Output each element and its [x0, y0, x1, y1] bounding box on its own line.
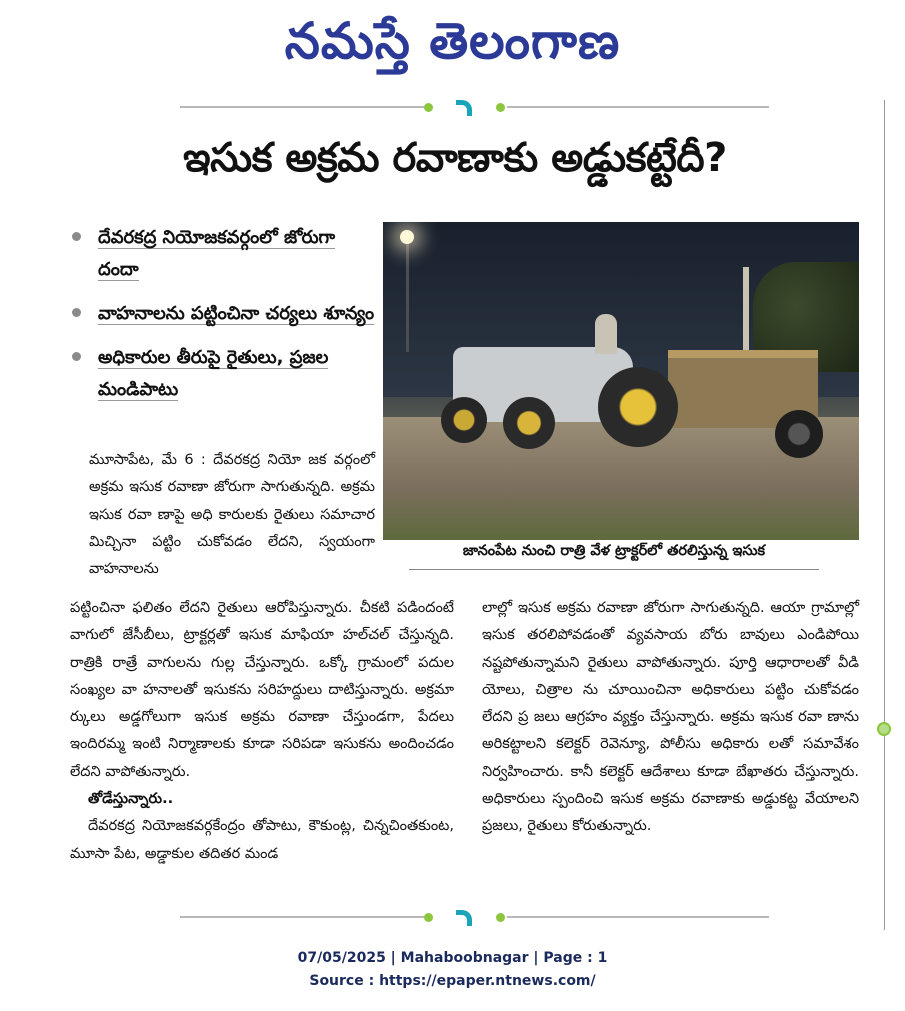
article-intro: మూసాపేట, మే 6 : దేవరకద్ర నియో జక వర్గంలో అక్రమ ఇసుక రవాణా జోరుగా సాగుతున్నది. అక్రమ ఇసుక రవా ణాపై అధి కారులకు రైతులు సమాచార మిచ్చినా పట్టిం చుకోవడం లేదని, స్వయంగా వాహనాలను: [89, 452, 375, 578]
bullet-text: అధికారుల తీరుపై రైతులు, ప్రజల మండిపాటు: [98, 347, 329, 400]
footer-dateline: 07/05/2025 | Mahaboobnagar | Page : 1: [297, 950, 608, 966]
article-column-right: లాల్లో ఇసుక అక్రమ రవాణా జోరుగా సాగుతున్నది. ఆయా గ్రామాల్లో ఇసుక తరలిపోవడంతో వ్యవసాయ బోరు బావులు ఎండిపోయి నష్టపోతున్నామని రైతులు వాపోతున్నారు. పూర్తి ఆధారాలతో వీడి యోలు, చిత్రాల ను చూయించినా అధికారులు పట్టిం చుకోవడం లేదని ప్ర జలు ఆగ్రహం వ్యక్తం చేస్తున్నారు. అక్రమ ఇసుక రవా ణాను అరికట్టాలని కలెక్టర్ రెవెన్యూ, పోలీసు అధికారు లతో సమావేశం నిర్వహించారు. కానీ కలెక్టర్ ఆదేశాలు కూడా బేఖాతరు చేస్తున్నారు. అధికారులు స్పందించి ఇసుక అక్రమ రవాణాకు అడ్డుకట్ట వేయాలని ప్రజలు, రైతులు కోరుతున్నారు.: [482, 600, 859, 835]
photo-wheel: [775, 410, 823, 458]
footer-source-link[interactable]: Source : https://epaper.ntnews.com/: [309, 973, 596, 989]
bottom-ornament-dot-right: [496, 913, 505, 922]
top-rule-right: [507, 106, 769, 108]
top-ornament-icon: [456, 100, 472, 116]
bullet-text: దేవరకద్ర నియోజకవర్గంలో జోరుగా దందా: [98, 227, 336, 280]
article-subhead: తోడేస్తున్నారు..: [88, 791, 174, 808]
page-side-rule: [884, 100, 885, 930]
article-paragraph: దేవరకద్ర నియోజకవర్గకేంద్రం తోపాటు, కౌకుంట్ల, చిన్నచింతకుంట, మూసా పేట, అడ్డాకుల తదితర మండ: [70, 818, 454, 862]
photo-street-light: [400, 230, 414, 244]
article-headline: ఇసుక అక్రమ రవాణాకు అడ్డుకట్టేదీ?: [183, 135, 727, 181]
bottom-rule-right: [507, 916, 769, 918]
top-rule-left: [180, 106, 425, 108]
bullet-dot-icon: [72, 308, 81, 317]
article-paragraph: పట్టించినా ఫలితం లేదని రైతులు ఆరోపిస్తున్నారు. చీకటి పడిందంటే వాగులో జేసీబీలు, ట్రాక్టర్లతో ఇసుక మాఫియా హల్‌చల్ చేస్తున్నది. రాత్రికి రాత్రే వాగులను గుల్ల చేస్తున్నారు. ఒక్కో గ్రామంలో పదుల సంఖ్యల వా హనాలతో ఇసుకను సరిహద్దులు దాటిస్తున్నారు. అక్రమా ర్కులు అడ్డగోలుగా ఇసుక అక్రమ రవాణా చేస్తుండగా, పేదలు ఇందిరమ్మ ఇంటి నిర్మాణాలకు కూడా సరిపడా ఇసుకను అందించడం లేదని వాపోతున్నారు.: [70, 600, 454, 780]
bullet-item: [70, 298, 375, 330]
article-column-left: [70, 595, 454, 868]
bullet-dot-icon: [72, 232, 81, 241]
top-ornament-dot-right: [496, 103, 505, 112]
photo-street-pole: [406, 242, 409, 352]
bullet-item: [70, 222, 375, 286]
article-photo: [383, 222, 859, 540]
bottom-ornament-dot-left: [424, 913, 433, 922]
top-ornament-dot-left: [424, 103, 433, 112]
bullet-text: వాహనాలను పట్టించినా చర్యలు శూన్యం: [98, 303, 375, 324]
masthead-logo: నమస్తే తెలంగాణ: [284, 11, 621, 70]
photo-wheel: [441, 397, 487, 443]
bottom-ornament-icon: [456, 910, 472, 926]
photo-wheel: [598, 367, 678, 447]
bullet-item: [70, 342, 375, 406]
photo-wheel: [503, 397, 555, 449]
summary-bullets: [70, 222, 375, 418]
photo-caption: జానంపేట నుంచి రాత్రి వేళ ట్రాక్టర్‌లో తరలిస్తున్న ఇసుక: [409, 543, 819, 570]
side-ornament-dot: [877, 722, 891, 736]
photo-driver: [595, 314, 617, 354]
bottom-rule-left: [180, 916, 425, 918]
bullet-dot-icon: [72, 352, 81, 361]
